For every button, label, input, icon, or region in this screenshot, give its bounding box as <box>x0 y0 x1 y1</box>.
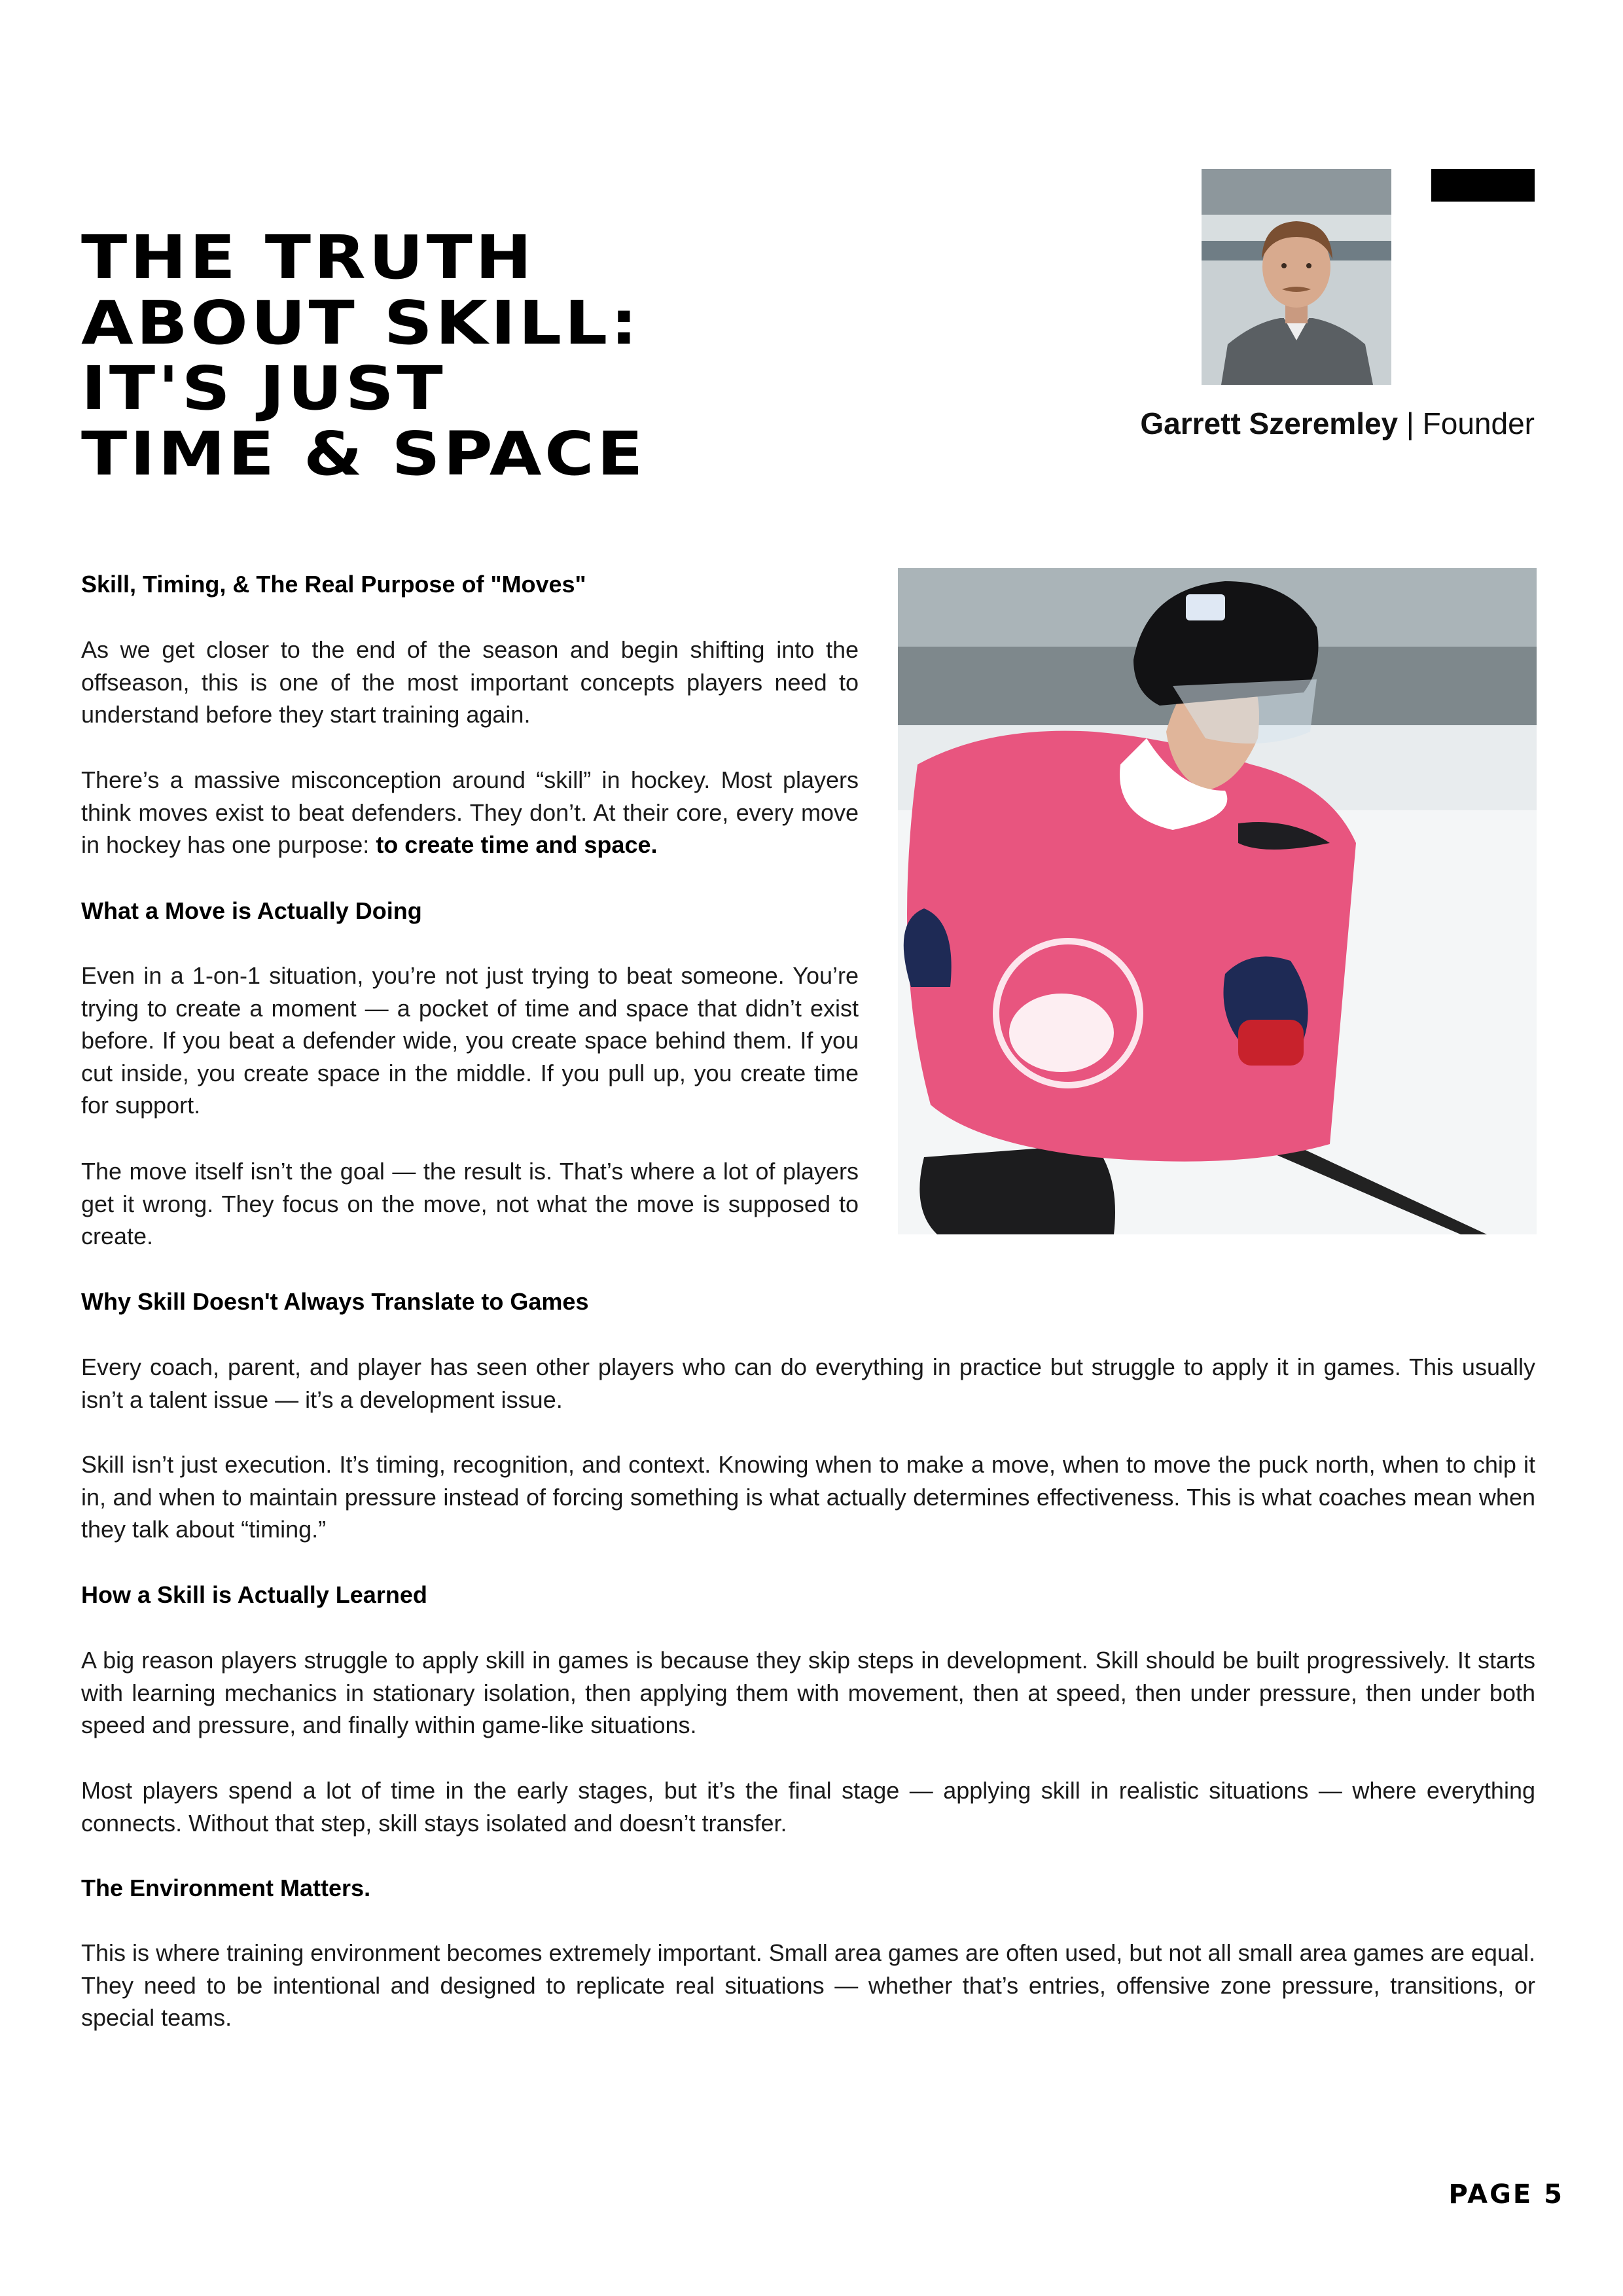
author-separator: | <box>1406 406 1414 440</box>
page-number: PAGE 5 <box>1448 2179 1564 2210</box>
section-heading: What a Move is Actually Doing <box>81 897 422 924</box>
paragraph: Every coach, parent, and player has seen other players who can do everything in practice but struggle to apply it in games. This usually isn’t a talent issue — it’s a development issue. <box>81 1354 1535 1413</box>
paragraph <box>81 764 859 861</box>
paragraph-text: There’s a massive misconception around “skill” in hockey. Most players think moves exist to beat defenders. They don’t. At their core, every move in hockey has one purpose: <box>81 766 859 858</box>
decorative-corner-bar <box>1431 169 1535 202</box>
title-line: ABOUT SKILL: <box>81 287 641 358</box>
author-photo <box>1202 169 1391 385</box>
author-name: Garrett Szeremley <box>1140 406 1399 440</box>
paragraph: This is where training environment becomes extremely important. Small area games are often used, but not all small area games are equal. They need to be intentional and designed to replicate real situations — whether that’s entries, offensive zone pressure, transitions, or special teams. <box>81 1939 1535 2031</box>
author-portrait-illustration <box>1202 169 1391 385</box>
hockey-player-illustration <box>898 568 1537 1234</box>
section-heading: Skill, Timing, & The Real Purpose of "Moves" <box>81 571 586 598</box>
section-heading: The Environment Matters. <box>81 1874 371 1901</box>
author-caption <box>1140 406 1535 441</box>
page-title <box>81 222 736 489</box>
title-line: THE TRUTH <box>81 222 535 293</box>
paragraph: Skill isn’t just execution. It’s timing, recognition, and context. Knowing when to make a move, when to move the puck north, when to chip it in, and when to maintain pressure instead of forcing something is what actually determines effectiveness. This is what coaches mean when they talk about “timing.” <box>81 1451 1535 1543</box>
title-line: IT'S JUST <box>81 353 446 423</box>
paragraph: As we get closer to the end of the season and begin shifting into the offseason, this is one of the most important concepts players need to understand before they start training again. <box>81 636 859 728</box>
paragraph-emphasis: to create time and space. <box>376 831 658 858</box>
paragraph: Even in a 1-on-1 situation, you’re not just trying to beat someone. You’re trying to create a moment — a pocket of time and space that didn’t exist before. If you beat a defender wide, you create space behind them. If you cut inside, you create space in the middle. If you pull up, you create time for support. <box>81 962 859 1119</box>
paragraph: The move itself isn’t the goal — the result is. That’s where a lot of players get it wrong. They focus on the move, not what the move is supposed to create. <box>81 1158 859 1249</box>
hero-photo <box>898 568 1537 1234</box>
paragraph: A big reason players struggle to apply skill in games is because they skip steps in development. Skill should be built progressively. It starts with learning mechanics in stationary isolation, then applying them with movement, then at speed, then under pressure, then under both speed and pressure, and finally within game-like situations. <box>81 1647 1535 1738</box>
section-heading: Why Skill Doesn't Always Translate to Games <box>81 1288 589 1315</box>
title-line: TIME & SPACE <box>81 418 646 489</box>
paragraph: Most players spend a lot of time in the early stages, but it’s the final stage — applying skill in realistic situations — where everything connects. Without that step, skill stays isolated and doesn’t transfer. <box>81 1777 1535 1837</box>
author-role: Founder <box>1422 406 1535 440</box>
section-heading: How a Skill is Actually Learned <box>81 1581 427 1608</box>
